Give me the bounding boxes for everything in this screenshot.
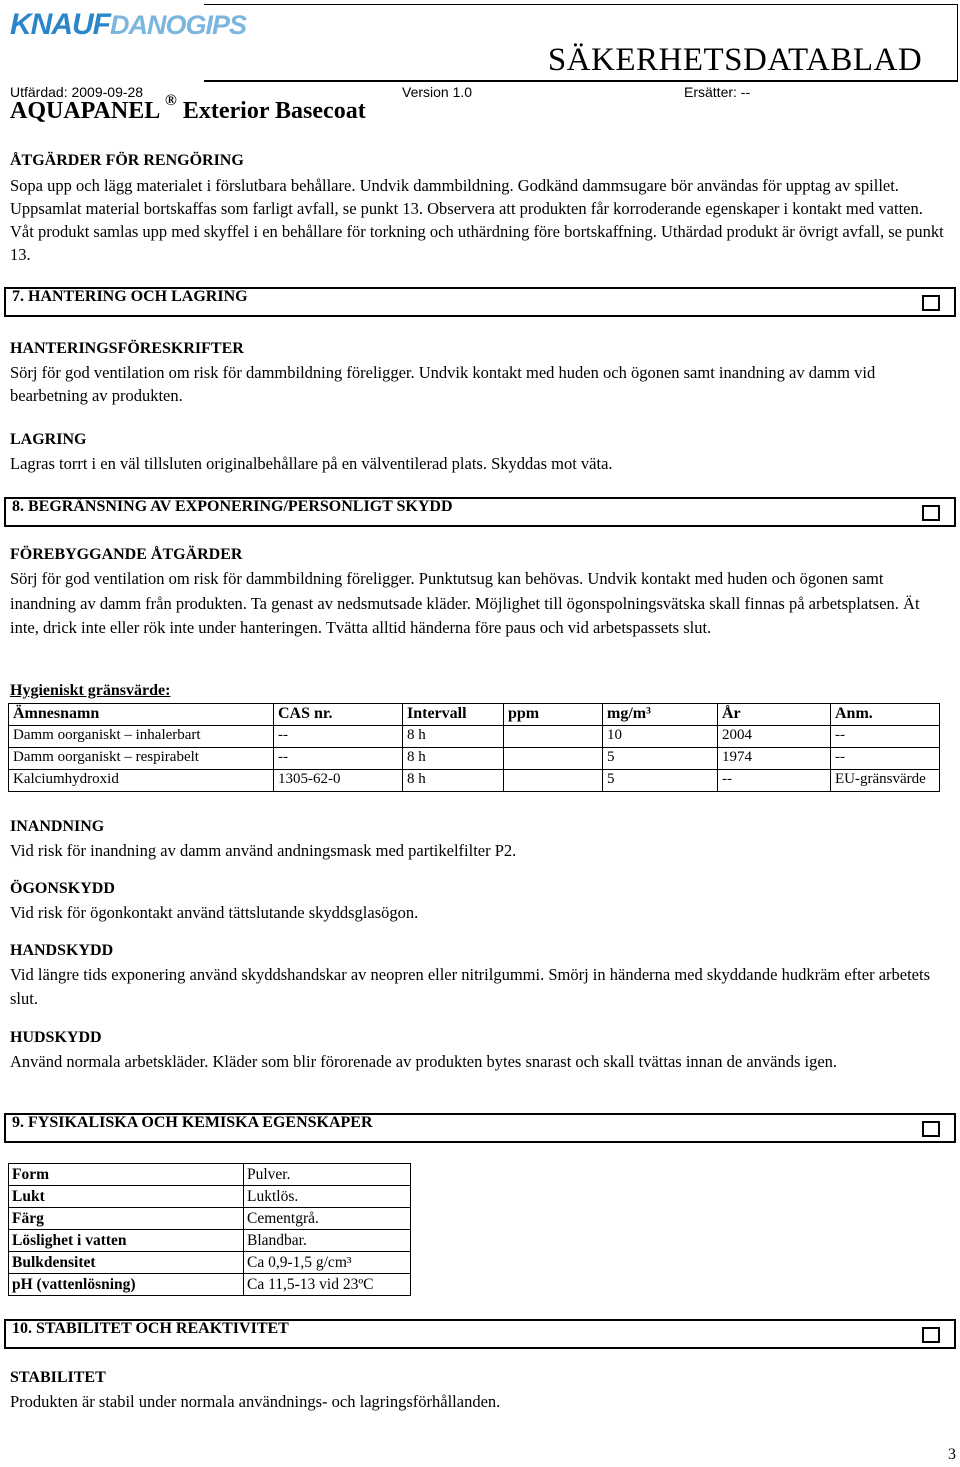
replaces: Ersätter: -- (684, 84, 751, 100)
cleanup-heading: ÅTGÄRDER FÖR RENGÖRING (10, 152, 244, 169)
property-value: Cementgrå. (244, 1208, 411, 1230)
property-name: Färg (9, 1208, 244, 1230)
property-value: Pulver. (244, 1164, 411, 1186)
eye-protection-text: Vid risk för ögonkontakt använd tättslutande skyddsglasögon. (10, 903, 419, 922)
table-cell: Damm oorganiskt – respirabelt (9, 748, 274, 770)
table-row (9, 1274, 411, 1296)
storage-text: Lagras torrt i en väl tillsluten originalbehållare på en välventilerad plats. Skyddas mot väta. (10, 454, 613, 473)
table-cell: 5 (603, 770, 718, 792)
cleanup-text: Sopa upp och lägg materialet i förslutbara behållare. Undvik dammbildning. Godkänd dammsugare bör användas för upptag av spillet. Uppsamlat material bortskaffas som farligt avfall, se punkt 13. Observera att produkten får korroderande egenskaper i kontakt med vatten. Våt produkt samlas upp med skyffel i en behållare för torkning och uthärdning före bortskaffning. Uthärdad produkt är övrigt avfall, se punkt 13. (10, 176, 944, 264)
hand-protection-heading: HANDSKYDD (10, 942, 114, 959)
property-name: Löslighet i vatten (9, 1230, 244, 1252)
section-7-bar (4, 287, 956, 317)
col-header: Anm. (831, 704, 940, 726)
table-cell: -- (831, 726, 940, 748)
registered-mark: ® (164, 92, 177, 109)
table-cell: -- (274, 748, 403, 770)
col-header: Intervall (403, 704, 504, 726)
company-logo (0, 0, 247, 56)
logo-part2: DANOGIPS (110, 10, 247, 40)
handling-text: Sörj för god ventilation om risk för dammbildning föreligger. Undvik kontakt med huden och ögonen samt inandning av damm vid bearbetning av produkten. (10, 363, 876, 405)
table-row (9, 1186, 411, 1208)
stability-heading: STABILITET (10, 1369, 106, 1386)
page-number: 3 (948, 1446, 956, 1463)
table-cell (504, 748, 603, 770)
table-row (9, 1252, 411, 1274)
storage-heading: LAGRING (10, 431, 87, 448)
table-cell: 8 h (403, 770, 504, 792)
handling-heading: HANTERINGSFÖRESKRIFTER (10, 340, 244, 357)
table-cell: Kalciumhydroxid (9, 770, 274, 792)
col-header: Ämnesnamn (9, 704, 274, 726)
section-8-bar (4, 497, 956, 527)
section-9-bar (4, 1113, 956, 1143)
table-row (9, 726, 940, 748)
section-7-title: 7. HANTERING OCH LAGRING (12, 288, 248, 305)
stability-text: Produkten är stabil under normala användnings- och lagringsförhållanden. (10, 1392, 501, 1411)
property-value: Luktlös. (244, 1186, 411, 1208)
table-cell: Damm oorganiskt – inhalerbart (9, 726, 274, 748)
prevent-heading: FÖREBYGGANDE ÅTGÄRDER (10, 546, 243, 563)
section-7-checkbox (922, 295, 940, 311)
property-value: Ca 0,9-1,5 g/cm³ (244, 1252, 411, 1274)
table-row (9, 770, 940, 792)
property-value: Ca 11,5-13 vid 23ºC (244, 1274, 411, 1296)
section-9-title: 9. FYSIKALISKA OCH KEMISKA EGENSKAPER (12, 1114, 373, 1131)
table-header-row (9, 704, 940, 726)
properties-table (8, 1163, 411, 1296)
product-brand: AQUAPANEL (10, 98, 159, 124)
table-cell (504, 726, 603, 748)
property-value: Blandbar. (244, 1230, 411, 1252)
table-cell: 8 h (403, 748, 504, 770)
section-9-checkbox (922, 1121, 940, 1137)
property-name: Form (9, 1164, 244, 1186)
table-cell: 2004 (718, 726, 831, 748)
table-cell: -- (831, 748, 940, 770)
skin-protection-heading: HUDSKYDD (10, 1029, 102, 1046)
skin-protection-text: Använd normala arbetskläder. Kläder som blir förorenade av produkten bytes snarast och skall tvättas innan de används igen. (10, 1052, 838, 1071)
table-cell: EU-gränsvärde (831, 770, 940, 792)
table-cell: 1974 (718, 748, 831, 770)
section-10-bar (4, 1319, 956, 1349)
col-header: mg/m³ (603, 704, 718, 726)
eye-protection-heading: ÖGONSKYDD (10, 880, 115, 897)
section-10-checkbox (922, 1327, 940, 1343)
property-name: pH (vattenlösning) (9, 1274, 244, 1296)
table-cell: 8 h (403, 726, 504, 748)
col-header: ppm (504, 704, 603, 726)
section-8-title: 8. BEGRÄNSNING AV EXPONERING/PERSONLIGT SKYDD (12, 498, 453, 515)
table-row (9, 748, 940, 770)
exposure-limits-table (8, 703, 940, 792)
col-header: CAS nr. (274, 704, 403, 726)
issued-date: Utfärdad: 2009-09-28 (10, 84, 144, 100)
hand-protection-text: Vid längre tids exponering använd skyddshandskar av neopren eller nitrilgummi. Smörj in händerna med skyddande hudkräm efter arbetets slut. (10, 965, 931, 1008)
inhalation-text: Vid risk för inandning av damm använd andningsmask med partikelfilter P2. (10, 841, 517, 860)
section-10-title: 10. STABILITET OCH REAKTIVITET (12, 1320, 289, 1337)
prevent-text: Sörj för god ventilation om risk för dammbildning föreligger. Punktutsug kan behövas. Undvik kontakt med huden och ögonen samt inandning av damm från produkten. Ta genast av nedsmutsade kläder. Möjlighet till ögonspolningsvätska skall finnas på arbetsplatsen. Ät inte, drick inte eller rök inte under hanteringen. Tvätta alltid händerna före paus och vid arbetspassets slut. (10, 569, 920, 637)
table-row (9, 1208, 411, 1230)
table-row (9, 1230, 411, 1252)
property-name: Lukt (9, 1186, 244, 1208)
version: Version 1.0 (402, 84, 473, 100)
limit-heading: Hygieniskt gränsvärde: (10, 682, 171, 699)
col-header: År (718, 704, 831, 726)
table-cell (504, 770, 603, 792)
table-cell: 5 (603, 748, 718, 770)
inhalation-heading: INANDNING (10, 818, 105, 835)
product-suffix: Exterior Basecoat (182, 98, 366, 124)
document-title: SÄKERHETSDATABLAD (547, 42, 923, 78)
section-8-checkbox (922, 505, 940, 521)
table-row (9, 1164, 411, 1186)
table-cell: -- (274, 726, 403, 748)
table-cell: 10 (603, 726, 718, 748)
property-name: Bulkdensitet (9, 1252, 244, 1274)
table-cell: 1305-62-0 (274, 770, 403, 792)
table-cell: -- (718, 770, 831, 792)
logo-part1: KNAUF (10, 8, 110, 41)
